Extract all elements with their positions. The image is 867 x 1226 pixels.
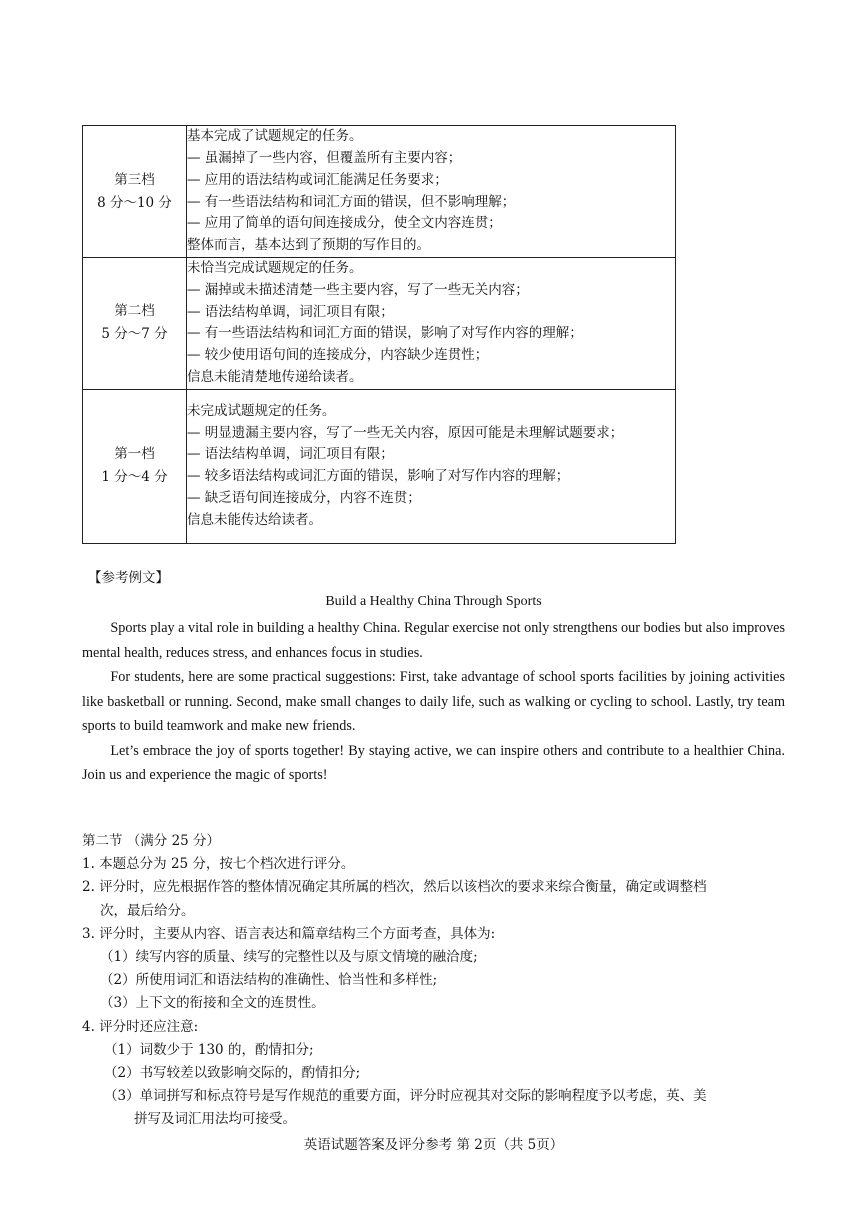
band-cell	[83, 258, 187, 390]
rubric-row-band-2	[83, 258, 676, 390]
band-name: 第二档	[114, 303, 155, 320]
rubric-row-band-1	[83, 389, 676, 543]
band-score-range: 8 分～10 分	[97, 194, 172, 211]
section-2-heading: 第二节 （满分 25 分）	[82, 833, 221, 849]
criteria-line: — 虽漏掉了一些内容，但覆盖所有主要内容；	[187, 149, 462, 166]
note-subitem: （1）词数少于 130 的，酌情扣分;	[104, 1041, 314, 1058]
note-subitem: （2）书写较差以致影响交际的，酌情扣分;	[104, 1065, 361, 1082]
note-item: 2. 评分时，应先根据作答的整体情况确定其所属的档次，然后以该档次的要求来综合衡量，确定或调整档	[82, 879, 707, 896]
band-cell	[83, 389, 187, 543]
essay-paragraph: Let’s embrace the joy of sports together! By staying active, we can inspire others and contribute to a healthier China. Join us and experience the magic of sports!	[82, 742, 785, 783]
criteria-line: 未完成试题规定的任务。	[187, 402, 336, 419]
note-subitem: （1）续写内容的质量、续写的完整性以及与原文情境的融洽度;	[100, 949, 478, 966]
sample-essay-title: Build a Healthy China Through Sports	[325, 594, 542, 609]
essay-paragraph: For students, here are some practical suggestions: First, take advantage of school sports facilities by joining activities like basketball or running. Second, make small changes to daily life, such as walking or cycling to school. Lastly, try team sports to build teamwork and make new friends.	[82, 669, 785, 734]
criteria-line: — 应用了简单的语句间连接成分，使全文内容连贯；	[187, 215, 502, 232]
criteria-line: — 语法结构单调，词汇项目有限；	[187, 446, 394, 463]
note-subitem-continuation: 拼写及词汇用法均可接受。	[134, 1111, 296, 1128]
note-item: 4. 评分时还应注意:	[82, 1018, 199, 1035]
criteria-line: 基本完成了试题规定的任务。	[187, 128, 363, 145]
sample-essay-body	[82, 616, 785, 788]
note-subitem: （3）上下文的衔接和全文的连贯性。	[100, 995, 325, 1012]
criteria-line: — 较多语法结构或词汇方面的错误，影响了对写作内容的理解；	[187, 468, 570, 485]
band-score-range: 5 分～7 分	[101, 326, 168, 343]
criteria-line: — 有一些语法结构和词汇方面的错误，影响了对写作内容的理解；	[187, 325, 583, 342]
note-item: 3. 评分时，主要从内容、语言表达和篇章结构三个方面考查，具体为:	[82, 925, 496, 942]
criteria-line: 整体而言，基本达到了预期的写作目的。	[187, 237, 430, 254]
note-item-continuation: 次，最后给分。	[100, 902, 195, 919]
criteria-line: — 较少使用语句间的连接成分，内容缺少连贯性；	[187, 347, 489, 364]
criteria-line: 未恰当完成试题规定的任务。	[187, 260, 363, 276]
page-footer: 英语试题答案及评分参考 第 2页（共 5页）	[303, 1137, 564, 1153]
note-subitem: （3）单词拼写和标点符号是写作规范的重要方面，评分时应视其对交际的影响程度予以考虑，英、美	[104, 1088, 707, 1105]
criteria-line: — 缺乏语句间连接成分，内容不连贯；	[187, 490, 421, 507]
section-2-scoring-notes	[82, 830, 787, 1132]
band-name: 第三档	[114, 171, 155, 188]
criteria-line: — 明显遗漏主要内容，写了一些无关内容，原因可能是未理解试题要求；	[187, 424, 624, 441]
criteria-line: — 语法结构单调，词汇项目有限；	[187, 303, 394, 320]
sample-essay-heading: 【参考例文】	[88, 570, 169, 586]
band-name: 第一档	[114, 446, 155, 463]
scoring-rubric-table	[82, 125, 676, 544]
band-description	[187, 126, 676, 258]
criteria-line: — 有一些语法结构和词汇方面的错误，但不影响理解；	[187, 193, 516, 210]
band-score-range: 1 分～4 分	[101, 469, 168, 486]
essay-paragraph: Sports play a vital role in building a healthy China. Regular exercise not only strengthens our bodies but also improves mental health, reduces stress, and enhances focus in studies.	[82, 620, 785, 661]
criteria-line: — 应用的语法结构或词汇能满足任务要求；	[187, 171, 448, 188]
band-cell	[83, 126, 187, 258]
band-description	[187, 389, 676, 543]
band-description	[187, 258, 676, 390]
criteria-line: 信息未能传达给读者。	[187, 511, 322, 528]
rubric-row-band-3	[83, 126, 676, 258]
note-subitem: （2）所使用词汇和语法结构的准确性、恰当性和多样性;	[100, 972, 438, 989]
criteria-line: — 漏掉或未描述清楚一些主要内容，写了一些无关内容；	[187, 281, 529, 298]
criteria-line: 信息未能清楚地传递给读者。	[187, 368, 363, 385]
note-item: 1. 本题总分为 25 分，按七个档次进行评分。	[82, 856, 355, 873]
